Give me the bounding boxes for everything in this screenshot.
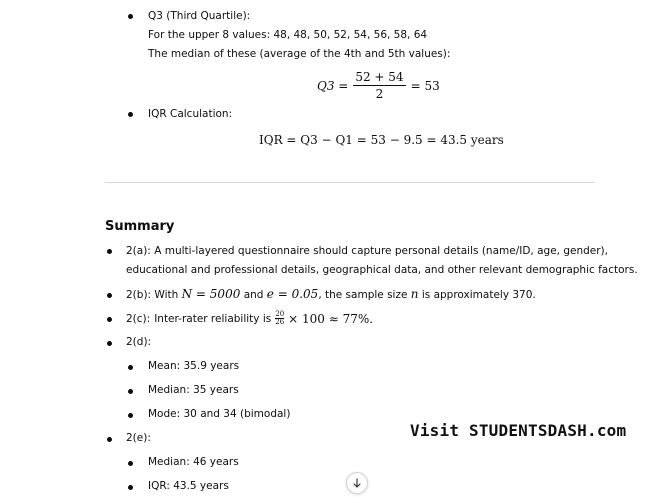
iqr-formula: IQR = Q3 − Q1 = 53 − 9.5 = 43.5 years	[259, 133, 504, 147]
item-2b-mid: , the sample size	[318, 289, 408, 301]
item-2a-line1: A multi-layered questionnaire should capture personal details (name/ID, age, gender),	[154, 245, 608, 257]
median-label: Median:	[148, 384, 190, 396]
watermark-text: Visit STUDENTSDASH.com	[410, 421, 627, 440]
q3-formula-lhs: Q3 =	[317, 78, 349, 93]
arrow-down-icon	[352, 478, 362, 488]
bullet	[128, 112, 133, 117]
summary-heading: Summary	[105, 219, 175, 234]
scroll-down-button[interactable]	[346, 472, 368, 494]
item-2c-fraction-numerator: 20	[275, 310, 285, 318]
item-2b-and: and	[243, 289, 264, 301]
item-2b-label: 2(b):	[126, 289, 152, 301]
q3-title: Q3 (Third Quartile):	[148, 10, 251, 22]
item-2d-label: 2(d):	[126, 336, 152, 348]
item-2e-label: 2(e):	[126, 432, 151, 444]
item-2b-pre: With	[154, 289, 179, 301]
bullet	[107, 437, 112, 442]
bullet	[128, 14, 133, 19]
item-2b-post: is approximately 370.	[421, 289, 536, 301]
e-median-value: 46 years	[193, 456, 239, 468]
summary-item-2c	[126, 311, 373, 326]
item-2c-post: × 100 ≈ 77%.	[288, 311, 374, 326]
summary-item-2e-median	[148, 455, 239, 469]
item-2a-label: 2(a):	[126, 245, 151, 257]
median-value: 35 years	[193, 384, 239, 396]
q3-fraction-numerator: 52 + 54	[355, 70, 404, 84]
bullet	[128, 413, 133, 418]
summary-item-2b	[126, 287, 536, 302]
bullet	[128, 389, 133, 394]
item-2a-line2: educational and professional details, geographical data, and other relevant demographic factors.	[126, 264, 638, 276]
bullet	[128, 485, 133, 490]
q3-formula	[317, 70, 440, 101]
bullet	[107, 341, 112, 346]
summary-item-2e-iqr	[148, 479, 229, 493]
e-iqr-label: IQR:	[148, 480, 170, 492]
bullet	[107, 317, 112, 322]
section-divider	[105, 182, 595, 183]
q3-upper-values: For the upper 8 values: 48, 48, 50, 52, 54, 56, 58, 64	[148, 29, 428, 41]
item-2c-fraction	[275, 311, 284, 326]
e-iqr-value: 43.5 years	[173, 480, 229, 492]
e-median-label: Median:	[148, 456, 190, 468]
summary-item-2a	[126, 244, 608, 258]
item-2b-N: N = 5000	[181, 287, 241, 301]
iqr-title: IQR Calculation:	[148, 108, 233, 120]
mean-value: 35.9 years	[183, 360, 240, 372]
item-2c-pre: Inter-rater reliability is	[154, 312, 272, 325]
summary-item-2d-mean	[148, 359, 239, 373]
mode-value: 30 and 34 (bimodal)	[183, 408, 291, 420]
mode-label: Mode:	[148, 408, 181, 420]
bullet	[128, 365, 133, 370]
item-2c-fraction-denominator: 26	[275, 318, 285, 326]
item-2c-label: 2(c):	[126, 312, 151, 325]
q3-fraction-denominator: 2	[375, 87, 384, 101]
q3-fraction	[353, 70, 405, 101]
bullet	[107, 249, 112, 254]
item-2b-n: n	[410, 287, 419, 301]
summary-item-2d-median	[148, 383, 239, 397]
q3-median-text: The median of these (average of the 4th and 5th values):	[148, 48, 451, 60]
q3-formula-rhs: = 53	[410, 78, 440, 93]
bullet	[128, 461, 133, 466]
mean-label: Mean:	[148, 360, 181, 372]
summary-item-2d-mode	[148, 407, 290, 421]
bullet	[107, 293, 112, 298]
item-2b-e: e = 0.05	[266, 287, 319, 301]
